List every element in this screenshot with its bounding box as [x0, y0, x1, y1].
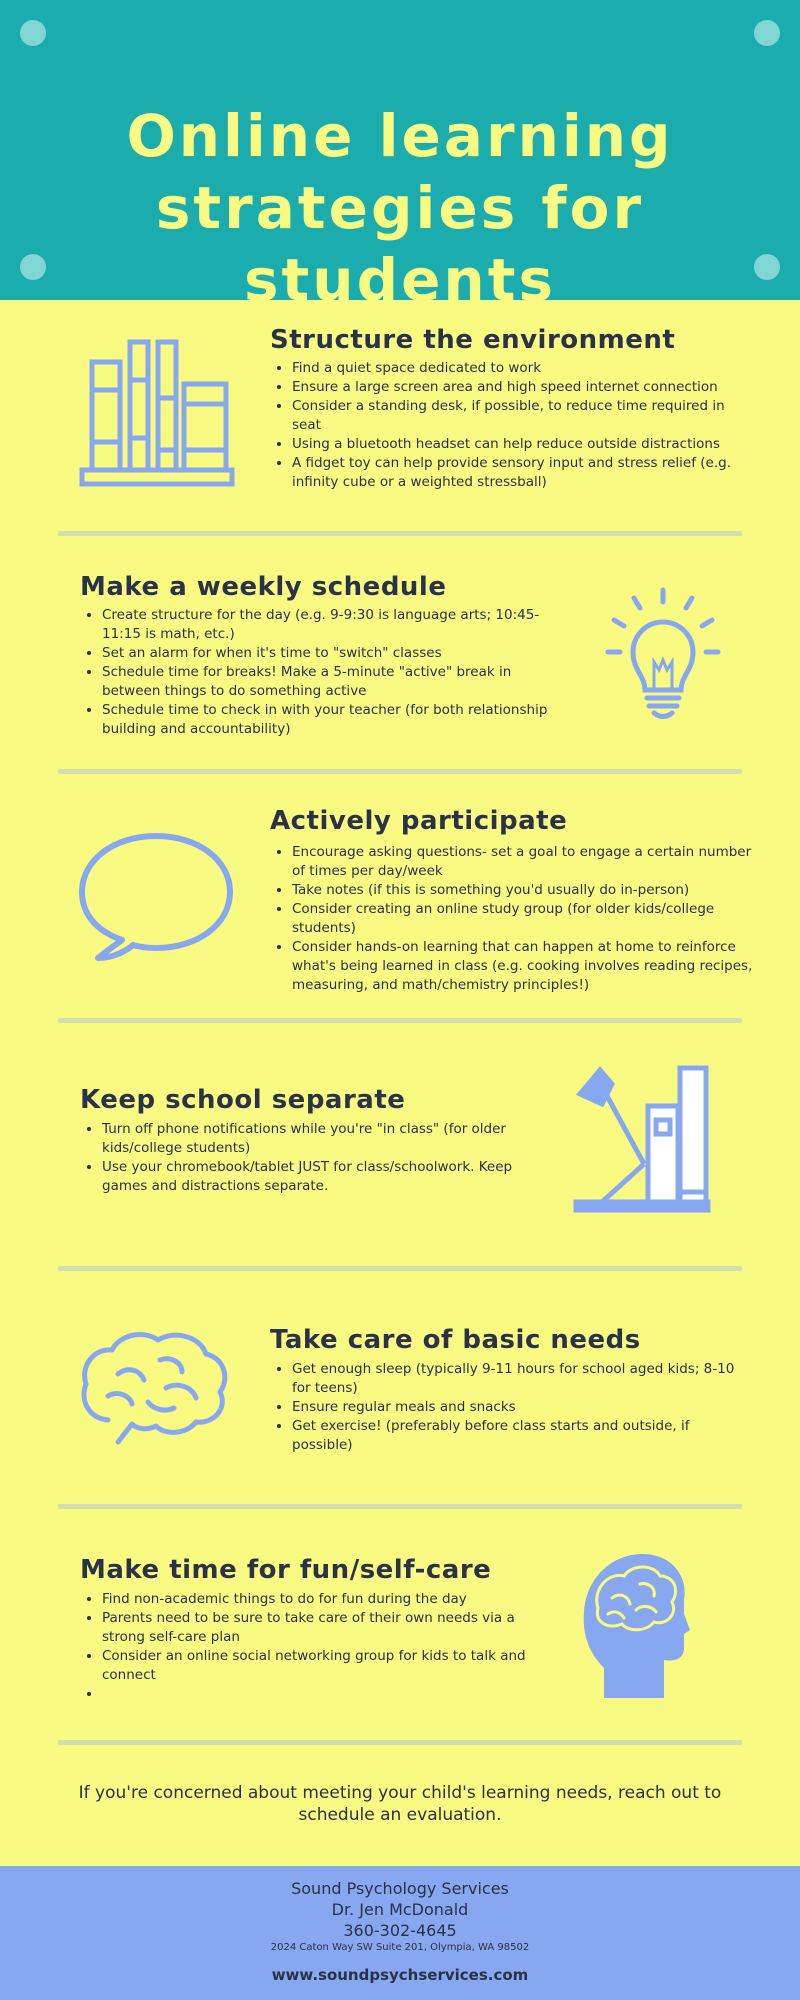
- basic-needs-list: [270, 1360, 754, 1455]
- section-title-participate: Actively participate: [270, 806, 568, 836]
- list-item: • Get enough sleep (typically 9-11 hours for school aged kids; 8-10 for teens): [292, 1360, 754, 1398]
- section-title-basic-needs: Take care of basic needs: [270, 1325, 641, 1355]
- section-title-self-care: Make time for fun/self-care: [80, 1555, 492, 1585]
- call-to-action: If you're concerned about meeting your child's learning needs, reach out to schedule an evaluation.: [78, 1783, 722, 1825]
- section-divider: [58, 1266, 742, 1271]
- doctor-name: Dr. Jen McDonald: [331, 1900, 469, 1919]
- website-link[interactable]: www.soundpsychservices.com: [271, 1966, 529, 1984]
- list-item: • Find non-academic things to do for fun during the day: [102, 1590, 552, 1609]
- list-item: [102, 1685, 552, 1704]
- list-item: • Encourage asking questions- set a goal to engage a certain number of times per day/week: [292, 843, 754, 881]
- books-icon: [78, 338, 236, 494]
- list-item: • Get exercise! (preferably before class starts and outside, if possible): [292, 1417, 754, 1455]
- title-line-2: strategies for students: [155, 174, 645, 314]
- list-item: • Ensure a large screen area and high speed internet connection: [292, 378, 754, 397]
- section-divider: [58, 769, 742, 774]
- header-banner: [0, 0, 800, 314]
- org-name: Sound Psychology Services: [291, 1879, 509, 1898]
- brain-icon: [78, 1326, 230, 1446]
- list-item: • Schedule time for breaks! Make a 5-minute "active" break in between things to do something active: [102, 663, 552, 701]
- address: 2024 Caton Way SW Suite 201, Olympia, WA 98502: [270, 1942, 530, 1953]
- separate-list: [80, 1120, 552, 1196]
- page-title: [0, 100, 800, 316]
- schedule-list: [80, 606, 552, 739]
- section-divider: [58, 1018, 742, 1023]
- phone-number: 360-302-4645: [343, 1921, 457, 1940]
- decorative-dot-icon: [20, 20, 46, 46]
- list-item: • Consider an online social networking group for kids to talk and connect: [102, 1647, 552, 1685]
- section-title-schedule: Make a weekly schedule: [80, 572, 447, 602]
- decorative-dot-icon: [754, 20, 780, 46]
- participate-list: [270, 843, 754, 995]
- section-title-structure: Structure the environment: [270, 325, 676, 355]
- list-item: • Turn off phone notifications while you're "in class" (for older kids/college students): [102, 1120, 552, 1158]
- list-item: • Create structure for the day (e.g. 9-9:30 is language arts; 10:45-11:15 is math, etc.): [102, 606, 552, 644]
- speech-bubble-icon: [78, 830, 234, 966]
- lightbulb-icon: [604, 586, 722, 722]
- head-brain-icon: [580, 1550, 690, 1700]
- list-item: • Parents need to be sure to take care of their own needs via a strong self-care plan: [102, 1609, 552, 1647]
- list-item: • Consider creating an online study group (for older kids/college students): [292, 900, 754, 938]
- section-divider: [58, 531, 742, 536]
- list-item: • Consider a standing desk, if possible, to reduce time required in seat: [292, 397, 754, 435]
- section-title-separate: Keep school separate: [80, 1085, 406, 1115]
- section-divider: [58, 1504, 742, 1509]
- list-item: • A fidget toy can help provide sensory input and stress relief (e.g. infinity cube or a weighted stressball): [292, 454, 754, 492]
- title-line-1: Online learning: [126, 102, 674, 170]
- list-item: • Using a bluetooth headset can help reduce outside distractions: [292, 435, 754, 454]
- list-item: • Schedule time to check in with your teacher (for both relationship building and accountability): [102, 701, 552, 739]
- list-item: • Take notes (if this is something you'd usually do in-person): [292, 881, 754, 900]
- footer: [0, 1866, 800, 2000]
- structure-list: [270, 359, 754, 492]
- self-care-list: [80, 1590, 552, 1704]
- list-item: • Set an alarm for when it's time to "switch" classes: [102, 644, 552, 663]
- list-item: • Ensure regular meals and snacks: [292, 1398, 754, 1417]
- list-item: • Use your chromebook/tablet JUST for class/schoolwork. Keep games and distractions separate.: [102, 1158, 552, 1196]
- list-item: • Find a quiet space dedicated to work: [292, 359, 754, 378]
- desk-lamp-books-icon: [572, 1064, 712, 1214]
- list-item: • Consider hands-on learning that can happen at home to reinforce what's being learned in class (e.g. cooking involves reading recipes, measuring, and math/chemistry principles!): [292, 938, 754, 995]
- section-divider: [58, 1740, 742, 1745]
